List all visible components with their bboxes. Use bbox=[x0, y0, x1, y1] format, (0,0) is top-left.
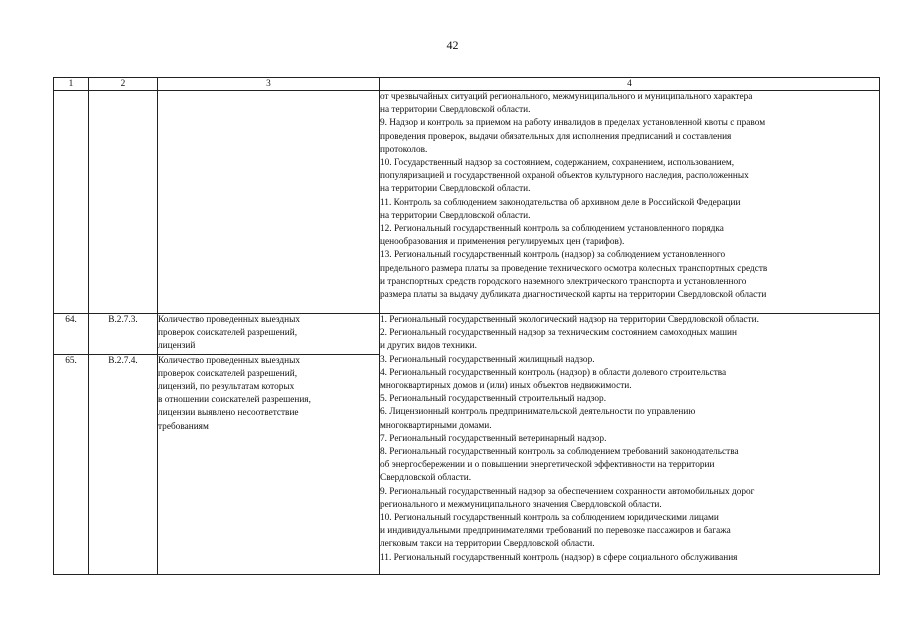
header-row bbox=[54, 78, 880, 91]
description-line: лицензий bbox=[158, 341, 196, 352]
description-line: проверок соискателей разрешений, bbox=[158, 328, 298, 339]
control-type-line: 3. Региональный государственный жилищный надзор. bbox=[380, 354, 595, 365]
continuation-line: на территории Свердловской области. bbox=[380, 210, 531, 221]
row-code: В.2.7.3. bbox=[89, 314, 158, 355]
header-col-2: 2 bbox=[89, 78, 158, 91]
continuation-code-cell bbox=[89, 91, 158, 314]
continuation-line: от чрезвычайных ситуаций регионального, межмуниципального и муниципального характера bbox=[380, 92, 753, 102]
header-col-3: 3 bbox=[158, 78, 380, 91]
description-line: Количество проведенных выездных bbox=[158, 315, 301, 325]
control-type-line: и индивидуальными предпринимателями требований по перевозке пассажиров и багажа bbox=[380, 526, 731, 537]
continuation-num-cell bbox=[54, 91, 89, 314]
continuation-desc-cell bbox=[158, 91, 380, 314]
header-col-1: 1 bbox=[54, 78, 89, 91]
description-line: Количество проведенных выездных bbox=[158, 355, 301, 366]
row-number: 65. bbox=[54, 354, 89, 574]
control-type-line: 11. Региональный государственный контроль (надзор) в сфере социального обслуживания bbox=[380, 552, 738, 563]
control-type-line: 2. Региональный государственный надзор за техническим состоянием самоходных машин bbox=[380, 328, 737, 339]
row-code: В.2.7.4. bbox=[89, 354, 158, 574]
control-type-line: 5. Региональный государственный строительный надзор. bbox=[380, 394, 607, 405]
row-description bbox=[158, 314, 380, 355]
control-types-list bbox=[380, 314, 880, 575]
control-type-line: 7. Региональный государственный ветеринарный надзор. bbox=[380, 433, 607, 444]
continuation-line: проведения проверок, выдачи обязательных для исполнения предписаний и составления bbox=[380, 131, 732, 142]
control-type-line: 6. Лицензионный контроль предпринимательской деятельности по управлению bbox=[380, 407, 696, 418]
continuation-line: 12. Региональный государственный контроль за соблюдением установленного порядка bbox=[380, 224, 724, 235]
control-type-line: регионального и межмуниципального значения Свердловской области. bbox=[380, 499, 662, 510]
continuation-line: на территории Свердловской области. bbox=[380, 105, 531, 116]
continuation-line: ценообразования и применения регулируемых цен (тарифов). bbox=[380, 237, 625, 248]
continuation-line: 10. Государственный надзор за состоянием, содержанием, сохранением, использованием, bbox=[380, 158, 735, 169]
control-type-line: 1. Региональный государственный экологический надзор на территории Свердловской области. bbox=[380, 315, 759, 325]
description-line: в отношении соискателей разрешения, bbox=[158, 395, 311, 406]
page-number: 42 bbox=[446, 38, 459, 52]
control-type-line: 4. Региональный государственный контроль (надзор) в области долевого строительства bbox=[380, 367, 727, 378]
table-row bbox=[54, 314, 880, 355]
control-type-line: 10. Региональный государственный контроль за соблюдением юридическими лицами bbox=[380, 513, 719, 524]
control-type-line: 9. Региональный государственный надзор за обеспечением сохранности автомобильных дорог bbox=[380, 486, 755, 497]
continuation-line: на территории Свердловской области. bbox=[380, 184, 531, 195]
row-description bbox=[158, 354, 380, 574]
description-line: лицензий, по результатам которых bbox=[158, 382, 295, 393]
control-type-line: многоквартирных домов и (или) иных объектов недвижимости. bbox=[380, 381, 632, 392]
description-line: лицензии выявлено несоответствие bbox=[158, 408, 299, 419]
description-line: требованиям bbox=[158, 421, 209, 432]
header-col-4: 4 bbox=[380, 78, 880, 91]
continuation-line: протоколов. bbox=[380, 144, 428, 155]
continuation-line: и транспортных средств городского наземного электрического транспорта и установленного bbox=[380, 276, 747, 287]
document-table bbox=[53, 77, 880, 575]
description-line: проверок соискателей разрешений, bbox=[158, 368, 298, 379]
continuation-line: размера платы за выдачу дубликата диагностической карты на территории Свердловской области bbox=[380, 290, 767, 301]
control-type-line: и других видов техники. bbox=[380, 341, 477, 352]
continuation-row bbox=[54, 91, 880, 314]
continuation-line: предельного размера платы за проведение технического осмотра колесных транспортных средств bbox=[380, 263, 768, 274]
continuation-list-cell bbox=[380, 91, 880, 314]
control-type-line: многоквартирными домами. bbox=[380, 420, 492, 431]
control-type-line: об энергосбережении и о повышении энергетической эффективности на территории bbox=[380, 460, 715, 471]
continuation-line: 9. Надзор и контроль за приемом на работу инвалидов в пределах установленной квоты с правом bbox=[380, 118, 766, 129]
control-type-line: Свердловской области. bbox=[380, 473, 472, 484]
control-type-line: легковым такси на территории Свердловской области. bbox=[380, 539, 595, 550]
continuation-line: 11. Контроль за соблюдением законодательства об архивном деле в Российской Федерации bbox=[380, 197, 741, 208]
continuation-line: популяризацией и государственной охраной объектов культурного наследия, расположенных bbox=[380, 171, 749, 182]
continuation-line: 13. Региональный государственный контроль (надзор) за соблюдением установленного bbox=[380, 250, 726, 261]
control-type-line: 8. Региональный государственный контроль за соблюдением требований законодательства bbox=[380, 447, 739, 458]
row-number: 64. bbox=[54, 314, 89, 355]
